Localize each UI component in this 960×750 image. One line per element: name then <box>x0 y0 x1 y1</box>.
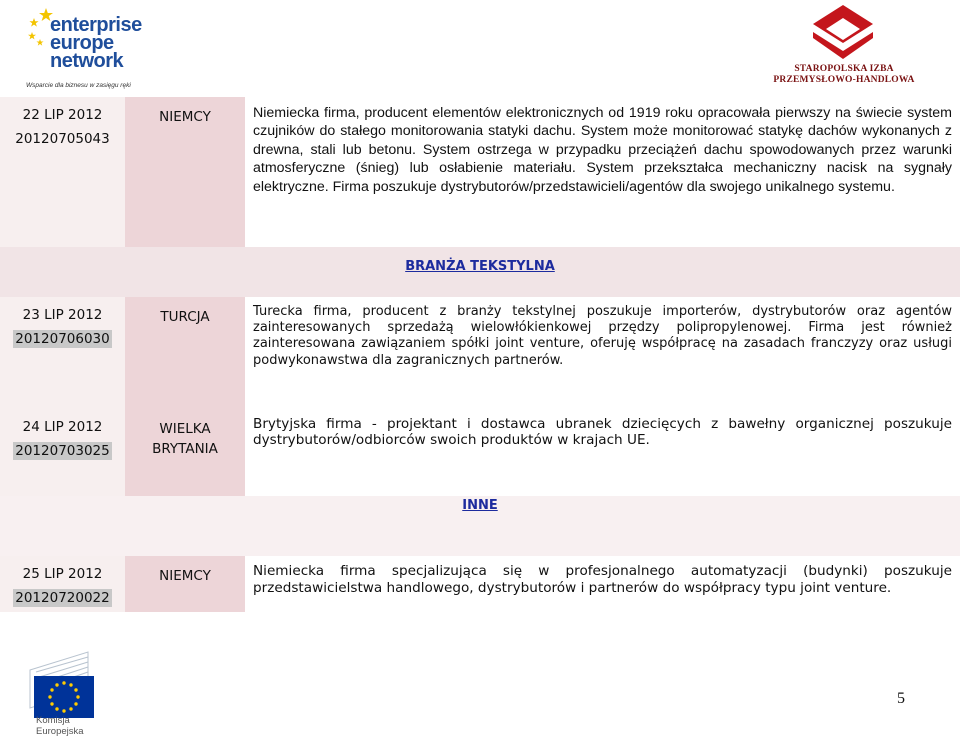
offer-reference: 20120720022 <box>15 590 110 606</box>
offer-country-cell <box>125 556 245 612</box>
offer-country-line: WIELKA <box>159 421 211 437</box>
offer-date: 25 LIP 2012 <box>22 566 103 582</box>
offer-country: TURCJA <box>160 309 210 325</box>
offer-row <box>0 297 960 409</box>
offers-table <box>0 97 960 612</box>
offer-country-cell <box>125 97 245 247</box>
offer-description-cell <box>245 409 960 496</box>
page-number: 5 <box>897 690 905 707</box>
offer-country-cell <box>125 409 245 496</box>
offer-row <box>0 556 960 612</box>
een-text-line: europe <box>50 32 114 54</box>
een-logo-text <box>50 16 142 70</box>
offer-date: 23 LIP 2012 <box>22 307 103 323</box>
offer-country-line: BRYTANIA <box>152 441 218 457</box>
een-tagline: Wsparcie dla biznesu w zasięgu ręki <box>26 82 131 89</box>
offer-date-cell <box>0 556 125 612</box>
offer-date: 22 LIP 2012 <box>22 107 103 123</box>
ec-label-line: Europejska <box>36 725 84 737</box>
een-text-line: enterprise <box>50 14 142 36</box>
offer-reference: 20120705043 <box>15 131 110 147</box>
offer-country <box>125 419 245 459</box>
offer-date: 24 LIP 2012 <box>22 419 103 435</box>
section-title-textile: BRANŻA TEKSTYLNA <box>405 259 555 274</box>
offer-description-cell <box>245 97 960 247</box>
european-commission-label <box>36 716 84 737</box>
offer-description-cell <box>245 556 960 612</box>
offer-reference: 20120703025 <box>15 443 110 459</box>
offer-description: Niemiecka firma specjalizująca się w profesjonalnego automatyzacji (budynki) poszukuje przedstawicielstwa handlowego, dystrybutorów i partnerów do współpracy typu joint venture. <box>253 563 952 596</box>
offer-country-cell <box>125 297 245 409</box>
een-text-line: network <box>50 50 124 72</box>
chamber-emblem-icon <box>810 2 876 62</box>
offer-row <box>0 409 960 496</box>
section-header-other <box>0 496 960 556</box>
offer-row <box>0 97 960 247</box>
offer-date-cell <box>0 97 125 247</box>
chamber-logo <box>768 2 920 88</box>
offer-description-cell <box>245 297 960 409</box>
section-header-textile <box>0 247 960 297</box>
offer-country: NIEMCY <box>159 109 211 125</box>
offer-description: Niemiecka firma, producent elementów elektronicznych od 1919 roku opracowała pierwszy na świecie system czujników do stałego monitorowania statyki dachu. System może monitorować statykę dachów wykonanych z drewna, stali lub betonu. System ostrzega w przypadku przeciążeń dachu spowodowanych przez warunki atmosferyczne (śnieg) lub osłabienie materiału. System przekształca mechaniczny nacisk na sygnały elektryczne. Firma poszukuje dystrybutorów/przedstawicieli/agentów dla swojego unikalnego systemu. <box>253 105 952 195</box>
chamber-name-line1: STAROPOLSKA IZBA <box>794 64 894 74</box>
offer-reference: 20120706030 <box>15 331 110 347</box>
offer-date-cell <box>0 297 125 409</box>
chamber-name-line2: PRZEMYSŁOWO-HANDLOWA <box>773 75 915 85</box>
offer-country: NIEMCY <box>159 568 211 584</box>
section-title-other: INNE <box>462 498 498 513</box>
offer-description: Brytyjska firma - projektant i dostawca ubranek dziecięcych z bawełny organicznej poszukuje dystrybutorów/odbiorców swoich produktów w krajach UE. <box>253 416 952 449</box>
offer-date-cell <box>0 409 125 496</box>
een-logo <box>22 4 142 96</box>
offer-description: Turecka firma, producent z branży tekstylnej poszukuje importerów, dystrybutorów oraz agentów zainteresowanych sprzedażą wielowłókienkowej przędzy polipropylenowej. Firma jest również zainteresowana zawiązaniem spółki joint venture, oferuję współpracę na zasadach franczyzy oraz usługi podwykonawstwa dla zagranicznych partnerów. <box>253 304 952 368</box>
ec-label-line: Komisja <box>36 715 70 726</box>
